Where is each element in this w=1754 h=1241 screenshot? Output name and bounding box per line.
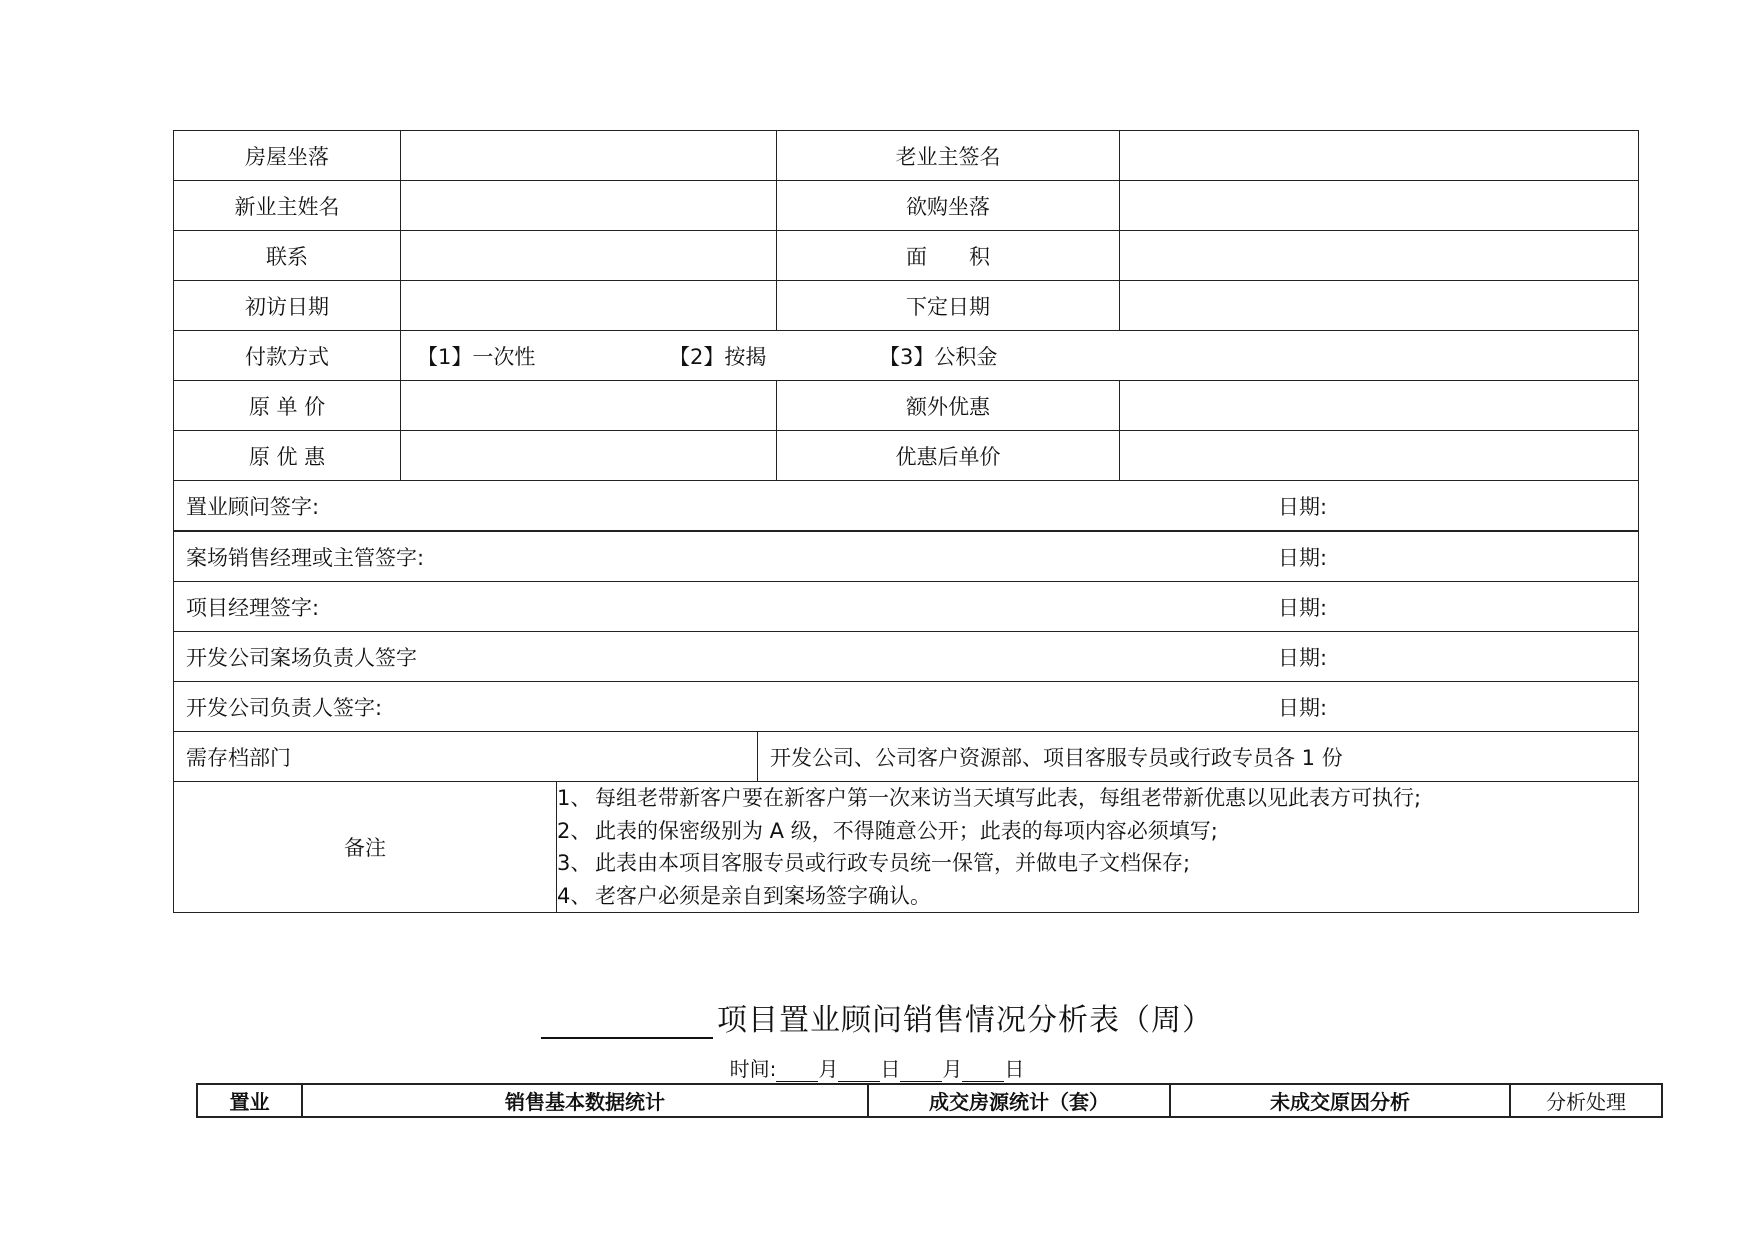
signature-row bbox=[174, 531, 1639, 582]
original-unit-price-label: 原 单 价 bbox=[174, 381, 401, 431]
remark-number: 1、 bbox=[557, 786, 592, 810]
signature-label: 开发公司负责人签字: bbox=[186, 695, 383, 720]
end-month-blank[interactable] bbox=[900, 1061, 942, 1082]
new-owner-name-field[interactable] bbox=[401, 181, 777, 231]
month-label: 月 bbox=[818, 1057, 839, 1081]
deposit-date-label: 下定日期 bbox=[777, 281, 1120, 331]
original-discount-field[interactable] bbox=[401, 431, 777, 481]
archive-department-value: 开发公司、公司客户资源部、项目客服专员或行政专员各 1 份 bbox=[758, 732, 1639, 782]
payment-option-lump-sum[interactable]: 【1】一次性 bbox=[417, 344, 536, 369]
archive-department-label: 需存档部门 bbox=[174, 732, 758, 782]
signature-row bbox=[174, 682, 1639, 732]
payment-method-label: 付款方式 bbox=[174, 331, 401, 381]
report-title-text: 项目置业顾问销售情况分析表（周） bbox=[717, 1003, 1213, 1038]
payment-option-provident-fund[interactable]: 【3】公积金 bbox=[879, 344, 998, 369]
original-unit-price-field[interactable] bbox=[401, 381, 777, 431]
signature-date-label: 日期: bbox=[1278, 695, 1328, 720]
signature-row bbox=[174, 481, 1639, 532]
old-owner-signature-field[interactable] bbox=[1120, 131, 1639, 181]
form-row-payment bbox=[174, 331, 1639, 381]
house-location-field[interactable] bbox=[401, 131, 777, 181]
day-label: 日 bbox=[880, 1057, 901, 1081]
house-location-label: 房屋坐落 bbox=[174, 131, 401, 181]
contact-label: 联系 bbox=[174, 231, 401, 281]
area-field[interactable] bbox=[1120, 231, 1639, 281]
signature-row bbox=[174, 632, 1639, 682]
report-title bbox=[0, 995, 1754, 1039]
original-discount-label: 原 优 惠 bbox=[174, 431, 401, 481]
header-consultant: 置业 bbox=[197, 1084, 302, 1117]
main-form bbox=[173, 130, 1639, 913]
signature-label: 案场销售经理或主管签字: bbox=[186, 545, 425, 570]
signature-date-label: 日期: bbox=[1278, 595, 1328, 620]
day-label: 日 bbox=[1004, 1057, 1025, 1081]
remark-item bbox=[557, 782, 1638, 815]
first-visit-date-label: 初访日期 bbox=[174, 281, 401, 331]
remark-number: 2、 bbox=[557, 818, 592, 843]
form-row-3 bbox=[174, 231, 1639, 281]
signature-date-label: 日期: bbox=[1278, 645, 1328, 670]
first-visit-date-field[interactable] bbox=[401, 281, 777, 331]
signature-cell[interactable] bbox=[174, 632, 1639, 682]
contact-field[interactable] bbox=[401, 231, 777, 281]
signature-cell[interactable] bbox=[174, 481, 1639, 532]
signature-label: 项目经理签字: bbox=[186, 595, 320, 620]
project-name-blank[interactable] bbox=[541, 1003, 713, 1039]
sales-analysis-table bbox=[196, 1083, 1663, 1118]
start-day-blank[interactable] bbox=[838, 1061, 880, 1082]
form-row-7 bbox=[174, 431, 1639, 481]
extra-discount-field[interactable] bbox=[1120, 381, 1639, 431]
sales-analysis-header-row bbox=[197, 1084, 1662, 1117]
time-label: 时间: bbox=[729, 1057, 777, 1081]
signature-label: 开发公司案场负责人签字 bbox=[186, 645, 417, 670]
report-time bbox=[0, 1053, 1754, 1082]
discounted-unit-price-label: 优惠后单价 bbox=[777, 431, 1120, 481]
remark-item bbox=[557, 880, 1638, 913]
remarks-row bbox=[174, 782, 1639, 913]
remark-number: 4、 bbox=[557, 883, 592, 908]
start-month-blank[interactable] bbox=[776, 1061, 818, 1082]
header-basic-sales-data: 销售基本数据统计 bbox=[302, 1084, 868, 1117]
archive-row bbox=[174, 732, 1639, 782]
remark-number: 3、 bbox=[557, 851, 592, 875]
form-row-1 bbox=[174, 131, 1639, 181]
signature-cell[interactable] bbox=[174, 582, 1639, 632]
deposit-date-field[interactable] bbox=[1120, 281, 1639, 331]
signature-cell[interactable] bbox=[174, 531, 1639, 582]
header-deal-units: 成交房源统计（套） bbox=[868, 1084, 1170, 1117]
payment-option-mortgage[interactable]: 【2】按揭 bbox=[669, 344, 767, 369]
signature-date-label: 日期: bbox=[1278, 494, 1328, 519]
remark-text: 老客户必须是亲自到案场签字确认。 bbox=[595, 883, 931, 908]
remark-text: 此表的保密级别为 A 级，不得随意公开；此表的每项内容必须填写; bbox=[595, 818, 1218, 843]
signature-cell[interactable] bbox=[174, 682, 1639, 732]
remark-text: 每组老带新客户要在新客户第一次来访当天填写此表，每组老带新优惠以见此表方可执行; bbox=[595, 786, 1422, 810]
payment-options bbox=[401, 331, 1639, 381]
remarks-list bbox=[557, 782, 1639, 913]
old-owner-signature-label: 老业主签名 bbox=[777, 131, 1120, 181]
extra-discount-label: 额外优惠 bbox=[777, 381, 1120, 431]
signature-date-label: 日期: bbox=[1278, 545, 1328, 570]
discounted-unit-price-field[interactable] bbox=[1120, 431, 1639, 481]
remark-text: 此表由本项目客服专员或行政专员统一保管，并做电子文档保存; bbox=[595, 851, 1191, 875]
form-row-6 bbox=[174, 381, 1639, 431]
signature-label: 置业顾问签字: bbox=[186, 494, 320, 519]
desired-location-label: 欲购坐落 bbox=[777, 181, 1120, 231]
form-row-2 bbox=[174, 181, 1639, 231]
header-analysis-handling: 分析处理 bbox=[1510, 1084, 1662, 1117]
desired-location-field[interactable] bbox=[1120, 181, 1639, 231]
month-label: 月 bbox=[942, 1057, 963, 1081]
header-no-deal-reasons: 未成交原因分析 bbox=[1170, 1084, 1510, 1117]
remark-item bbox=[557, 815, 1638, 848]
signature-row bbox=[174, 582, 1639, 632]
form-row-4 bbox=[174, 281, 1639, 331]
remark-item bbox=[557, 847, 1638, 880]
new-owner-name-label: 新业主姓名 bbox=[174, 181, 401, 231]
area-label: 面 积 bbox=[777, 231, 1120, 281]
end-day-blank[interactable] bbox=[962, 1061, 1004, 1082]
remarks-label: 备注 bbox=[174, 782, 557, 913]
